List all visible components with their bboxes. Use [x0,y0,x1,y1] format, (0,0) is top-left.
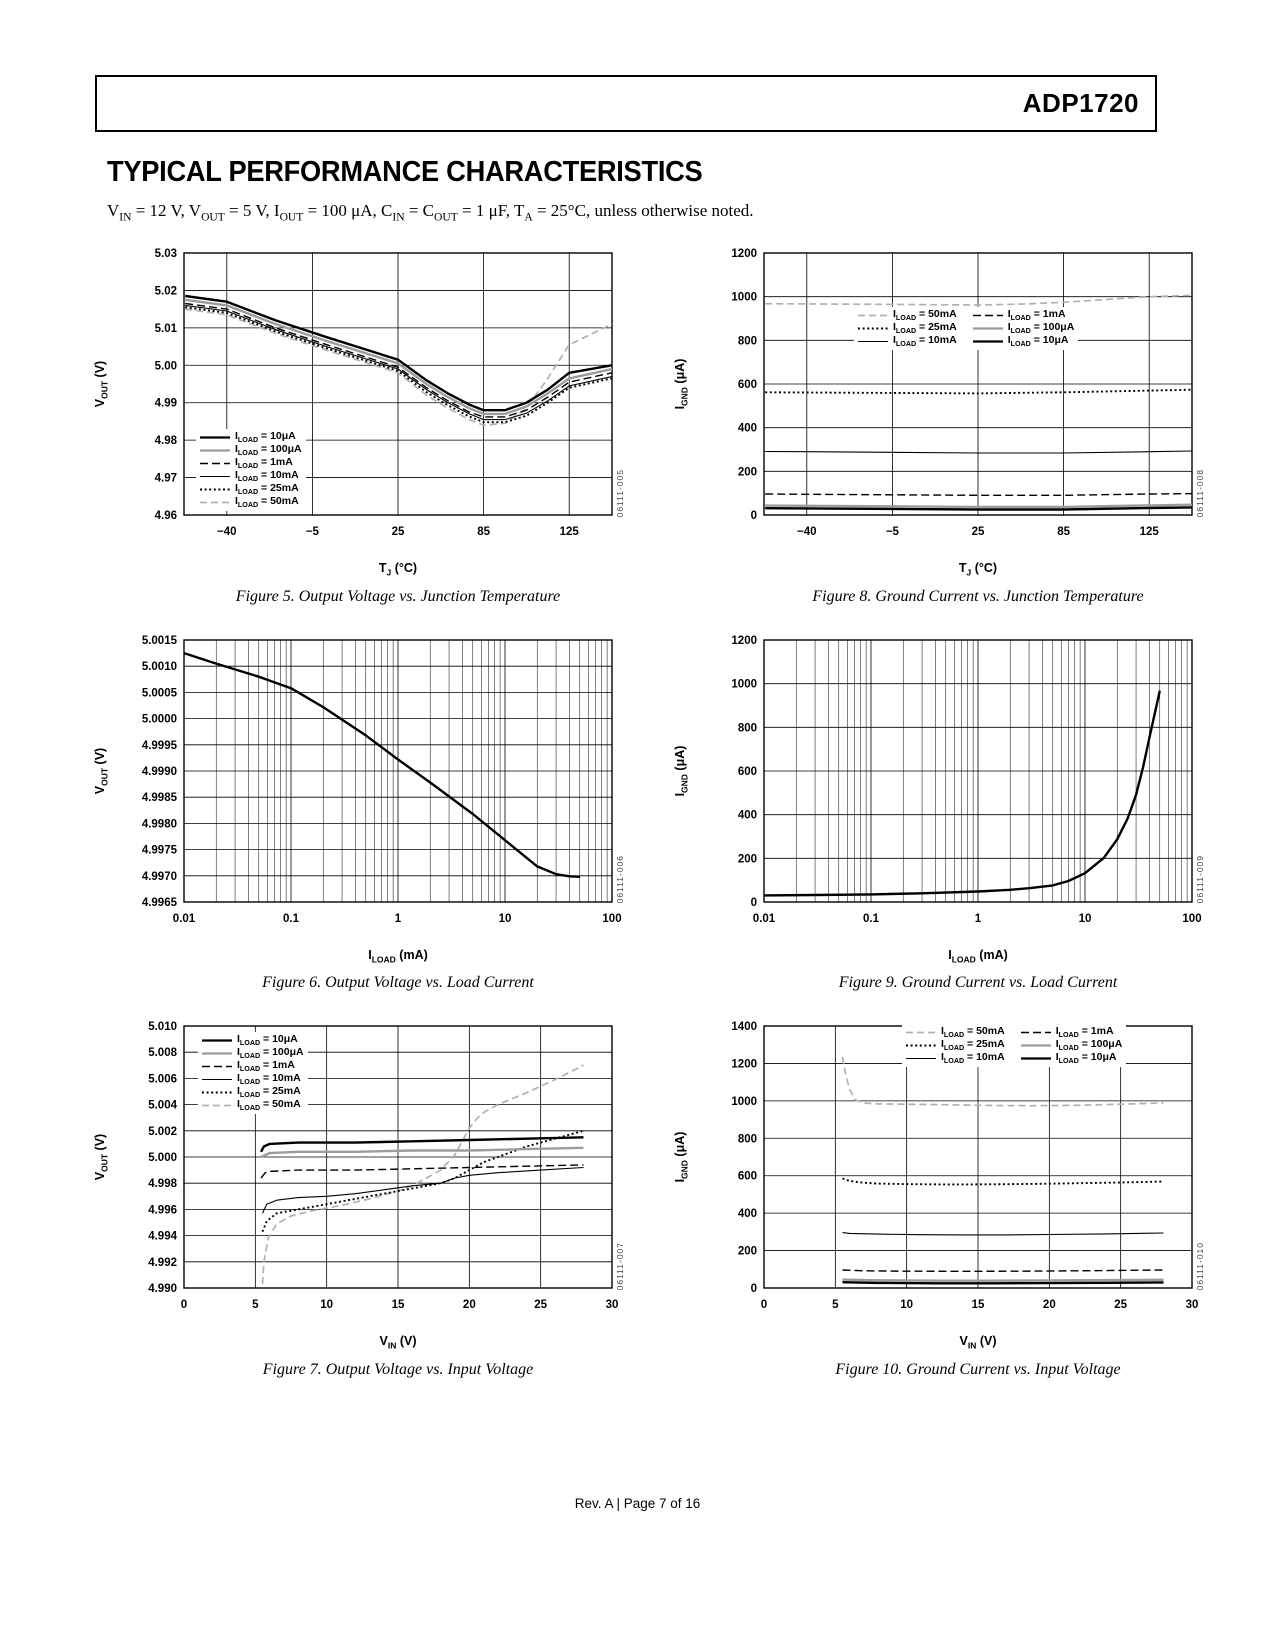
x-axis-label: $V_{IN}$ (V) [959,1334,997,1351]
svg-text:800: 800 [737,335,757,348]
figure-6 [88,630,628,993]
svg-text:4.9965: 4.9965 [141,896,177,909]
svg-text:200: 200 [737,1245,757,1258]
legend-item [202,1047,304,1060]
legend-item [200,496,302,509]
figure-8 [668,243,1208,606]
legend-item [1021,1039,1123,1052]
legend-item [1021,1026,1123,1039]
y-axis-label: $V_{OUT}$ (V) [92,1133,110,1181]
svg-text:400: 400 [737,422,757,435]
legend-item [858,322,957,335]
y-axis-label: $I_{GND}$ (μA) [672,358,690,410]
svg-text:25: 25 [1114,1299,1128,1311]
legend-column [200,431,302,509]
legend-swatch [202,1075,232,1084]
svg-text:1: 1 [394,912,402,925]
legend-label: $I_{LOAD} = 25mA$ [941,1038,1005,1053]
watermark-code: 06111-007 [615,1241,625,1290]
figure-9-chart [694,630,1208,952]
legend-item [858,309,957,322]
svg-text:−40: −40 [797,526,817,538]
legend-label: $I_{LOAD} = 100\mu A$ [237,1046,304,1061]
svg-text:5.03: 5.03 [154,248,177,260]
watermark-code: 06111-005 [615,468,625,517]
svg-text:5.01: 5.01 [154,322,177,335]
svg-text:15: 15 [971,1299,985,1311]
x-axis-label: $I_{LOAD}$ (mA) [368,947,428,964]
svg-text:0.01: 0.01 [172,912,196,925]
svg-text:5.0005: 5.0005 [141,686,177,699]
legend-item [973,309,1075,322]
svg-text:10: 10 [498,912,512,925]
test-conditions: $V_{IN} = 12$ V, $V_{OUT} = 5$ V, $I_{OUT} = 100$ μA, $C_{IN} = C_{OUT} = 1$ μF, $T_A = 25^\circ C$, unless otherwise noted. [107,201,754,224]
svg-text:800: 800 [737,721,757,734]
legend-label: $I_{LOAD} = 100\mu A$ [1007,321,1075,336]
plot-area [694,1016,1208,1338]
legend-swatch [200,459,230,468]
legend-label: $I_{LOAD} = 10\mu A$ [235,430,296,445]
y-axis-label: $I_{GND}$ (μA) [672,1131,690,1183]
svg-text:0: 0 [750,896,757,909]
legend-item [906,1026,1005,1039]
legend-label: $I_{LOAD} = 50mA$ [237,1098,301,1113]
y-axis-label: $V_{OUT}$ (V) [92,747,110,794]
svg-text:100: 100 [1182,912,1202,925]
svg-text:−5: −5 [885,526,899,538]
page-title: TYPICAL PERFORMANCE CHARACTERISTICS [107,156,703,188]
x-axis-label: $V_{IN}$ (V) [379,1334,417,1351]
legend-label: $I_{LOAD} = 10mA$ [941,1051,1005,1066]
legend-item [973,322,1075,335]
svg-text:10: 10 [320,1299,334,1311]
legend-label: $I_{LOAD} = 100\mu A$ [235,443,302,458]
figure-5-chart [114,243,628,565]
svg-text:0: 0 [750,510,757,522]
svg-text:1000: 1000 [731,1095,757,1108]
figure-6-chart [114,630,628,952]
legend-swatch [973,324,1003,333]
svg-text:4.990: 4.990 [148,1283,177,1295]
legend-item [202,1034,304,1047]
legend-label: $I_{LOAD} = 100\mu A$ [1055,1038,1123,1053]
figure-caption: Figure 7. Output Voltage vs. Input Voltage [262,1360,534,1378]
svg-text:20: 20 [1042,1299,1056,1311]
legend-label: $I_{LOAD} = 50mA$ [893,308,957,323]
svg-text:5.00: 5.00 [154,360,177,373]
legend-item [200,444,302,457]
legend-item [200,470,302,483]
svg-text:4.992: 4.992 [148,1256,177,1269]
legend-label: $I_{LOAD} = 50mA$ [941,1025,1005,1040]
svg-text:5.004: 5.004 [148,1099,177,1112]
legend-item [906,1052,1005,1065]
svg-text:4.97: 4.97 [154,472,177,485]
figure-caption: Figure 10. Ground Current vs. Input Voltage [835,1360,1121,1378]
svg-text:25: 25 [971,526,985,538]
y-axis-label-wrap [88,1016,114,1338]
watermark-code: 06111-008 [1195,468,1205,517]
legend [902,1024,1126,1067]
svg-text:5.010: 5.010 [148,1021,177,1033]
svg-text:30: 30 [1185,1299,1199,1311]
legend-label: $I_{LOAD} = 10mA$ [237,1072,301,1087]
svg-text:4.9975: 4.9975 [141,844,177,857]
legend-label: $I_{LOAD} = 10mA$ [235,469,299,484]
legend-swatch [1021,1054,1051,1063]
legend-label: $I_{LOAD} = 25mA$ [893,321,957,336]
svg-text:4.96: 4.96 [154,510,177,522]
legend [196,429,306,511]
x-axis-label: $I_{LOAD}$ (mA) [948,947,1008,964]
svg-text:10: 10 [900,1299,914,1311]
y-axis-label-wrap [668,630,694,952]
legend-swatch [858,324,888,333]
svg-text:5.008: 5.008 [148,1047,177,1060]
svg-text:0: 0 [750,1283,757,1295]
svg-text:1200: 1200 [731,1058,757,1071]
legend-label: $I_{LOAD} = 50mA$ [235,495,299,510]
svg-text:600: 600 [737,379,757,391]
svg-text:4.998: 4.998 [148,1178,177,1191]
legend-swatch [200,446,230,455]
svg-text:85: 85 [477,526,490,538]
svg-text:1200: 1200 [731,248,757,260]
svg-text:5: 5 [252,1299,259,1311]
legend-swatch [858,311,888,320]
svg-text:4.9995: 4.9995 [141,739,177,752]
svg-text:1200: 1200 [731,634,757,647]
svg-text:0: 0 [760,1299,768,1311]
svg-text:5.000: 5.000 [148,1152,177,1164]
svg-text:800: 800 [737,1133,757,1146]
legend-swatch [1021,1041,1051,1050]
legend-item [858,335,957,348]
legend-item [906,1039,1005,1052]
y-axis-label: $V_{OUT}$ (V) [92,360,110,408]
watermark-code: 06111-006 [615,855,625,904]
watermark-code: 06111-009 [1195,855,1205,904]
legend-swatch [906,1041,936,1050]
svg-text:125: 125 [559,526,579,538]
legend-swatch [200,433,230,442]
legend-swatch [202,1062,232,1071]
legend-swatch [202,1101,232,1110]
legend-swatch [906,1054,936,1063]
page-footer: Rev. A | Page 7 of 16 [574,1496,701,1511]
legend-item [202,1099,304,1112]
svg-text:−5: −5 [305,526,319,538]
legend-swatch [200,498,230,507]
legend [198,1032,308,1114]
legend-column [858,309,957,348]
svg-text:1400: 1400 [731,1021,757,1033]
legend-item [200,457,302,470]
svg-text:4.9970: 4.9970 [141,870,177,883]
svg-text:4.996: 4.996 [148,1204,177,1217]
svg-text:400: 400 [737,809,757,822]
legend-swatch [202,1049,232,1058]
svg-text:125: 125 [1139,526,1159,538]
legend-swatch [906,1028,936,1037]
plot-area [114,630,628,952]
svg-text:20: 20 [462,1299,476,1311]
legend-swatch [200,472,230,481]
figure-caption: Figure 9. Ground Current vs. Load Current [838,974,1118,991]
figure-9 [668,630,1208,993]
svg-text:4.9985: 4.9985 [141,791,177,804]
svg-text:400: 400 [737,1208,757,1221]
legend-swatch [202,1036,232,1045]
legend-swatch [973,311,1003,320]
legend-swatch [858,337,888,346]
svg-text:5.006: 5.006 [148,1073,177,1086]
svg-text:85: 85 [1057,526,1070,538]
svg-text:1000: 1000 [731,291,757,304]
svg-text:5.0010: 5.0010 [141,660,177,673]
header-bar [95,75,1157,132]
svg-text:4.98: 4.98 [154,435,177,448]
plot-area [114,243,628,565]
legend-item [202,1060,304,1073]
figure-caption: Figure 6. Output Voltage vs. Load Current [262,974,534,991]
y-axis-label-wrap [668,243,694,565]
svg-text:15: 15 [391,1299,405,1311]
svg-text:10: 10 [1078,912,1092,925]
legend-swatch [1021,1028,1051,1037]
legend-item [200,431,302,444]
svg-text:25: 25 [391,526,405,538]
y-axis-label-wrap [88,630,114,952]
figure-8-chart [694,243,1208,565]
x-axis-label: $T_J$ (°C) [378,561,418,578]
legend [854,307,1078,350]
figure-7 [88,1016,628,1379]
x-axis-label: $T_J$ (°C) [958,561,998,578]
legend-label: $I_{LOAD} = 25mA$ [235,482,299,497]
legend-item [202,1086,304,1099]
svg-text:4.9980: 4.9980 [141,817,177,830]
legend-label: $I_{LOAD} = 10\mu A$ [237,1033,298,1048]
plot-area [114,1016,628,1338]
legend-label: $I_{LOAD} = 1mA$ [237,1059,295,1074]
legend-item [200,483,302,496]
legend-column [1021,1026,1123,1065]
svg-text:0.01: 0.01 [752,912,776,925]
legend-label: $I_{LOAD} = 10\mu A$ [1055,1051,1117,1066]
svg-text:25: 25 [534,1299,548,1311]
legend-swatch [200,485,230,494]
legend-label: $I_{LOAD} = 25mA$ [237,1085,301,1100]
svg-text:5.002: 5.002 [148,1125,177,1138]
legend-column [973,309,1075,348]
y-axis-label-wrap [668,1016,694,1338]
svg-text:5: 5 [832,1299,839,1311]
legend-item [1021,1052,1123,1065]
svg-text:−40: −40 [217,526,237,538]
svg-text:5.0000: 5.0000 [141,713,177,726]
svg-text:100: 100 [602,912,622,925]
legend-column [906,1026,1005,1065]
figure-caption: Figure 5. Output Voltage vs. Junction Temperature [235,587,561,605]
svg-text:0.1: 0.1 [283,912,299,925]
legend-label: $I_{LOAD} = 1mA$ [1007,308,1066,323]
svg-text:4.9990: 4.9990 [141,765,177,778]
y-axis-label: $I_{GND}$ (μA) [672,745,690,796]
figures-grid [88,243,1208,1379]
figure-caption: Figure 8. Ground Current vs. Junction Temperature [812,587,1144,605]
plot-area [694,630,1208,952]
legend-column [202,1034,304,1112]
svg-text:5.02: 5.02 [154,285,177,298]
svg-text:200: 200 [737,852,757,865]
svg-text:200: 200 [737,466,757,479]
plot-area [694,243,1208,565]
svg-text:4.99: 4.99 [154,397,177,410]
svg-text:1000: 1000 [731,678,757,691]
figure-10 [668,1016,1208,1379]
watermark-code: 06111-010 [1195,1241,1205,1290]
svg-text:600: 600 [737,1170,757,1183]
legend-swatch [202,1088,232,1097]
figure-7-chart [114,1016,628,1338]
legend-item [202,1073,304,1086]
svg-text:1: 1 [974,912,982,925]
legend-item [973,335,1075,348]
figure-5 [88,243,628,606]
svg-text:30: 30 [605,1299,619,1311]
svg-text:4.994: 4.994 [148,1230,177,1243]
legend-label: $I_{LOAD} = 1mA$ [235,456,293,471]
svg-text:0: 0 [180,1299,188,1311]
svg-text:600: 600 [737,765,757,778]
legend-label: $I_{LOAD} = 10\mu A$ [1007,334,1069,349]
svg-text:0.1: 0.1 [863,912,879,925]
legend-label: $I_{LOAD} = 10mA$ [893,334,957,349]
legend-label: $I_{LOAD} = 1mA$ [1055,1025,1114,1040]
part-number: ADP1720 [1022,88,1139,118]
legend-swatch [973,337,1003,346]
svg-text:5.0015: 5.0015 [141,634,177,647]
y-axis-label-wrap [88,243,114,565]
